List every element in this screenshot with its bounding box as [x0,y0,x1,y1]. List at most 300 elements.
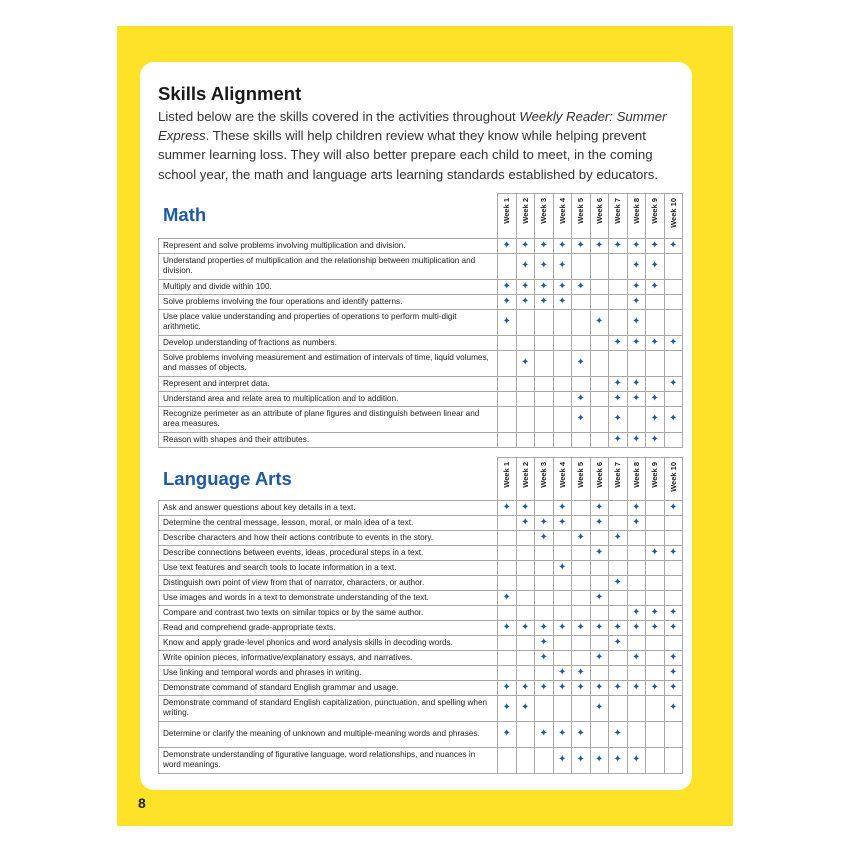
week-column-header [498,194,517,239]
empty-cell [664,391,683,406]
empty-cell [572,605,591,620]
skill-description: Determine or clarify the meaning of unknown and multiple-meaning words and phrases. [159,721,498,747]
skill-description: Reason with shapes and their attributes. [159,432,498,447]
skill-description: Understand properties of multiplication and the relationship between multiplication and division. [159,253,498,279]
skill-description: Read and comprehend grade-appropriate texts. [159,620,498,635]
week-label: Week 4 [557,198,567,224]
empty-cell [535,350,554,376]
empty-cell [627,665,646,680]
empty-cell [572,294,591,309]
page-title: Skills Alignment [158,83,302,104]
empty-cell [498,665,517,680]
skill-row [159,406,683,432]
empty-cell [572,335,591,350]
empty-cell [516,605,535,620]
empty-cell [498,432,517,447]
empty-cell [553,335,572,350]
skill-mark-diamond-star-icon: ✦ [646,680,665,695]
empty-cell [572,590,591,605]
empty-cell [590,605,609,620]
skill-mark-diamond-star-icon: ✦ [535,253,554,279]
empty-cell [535,590,554,605]
skill-mark-diamond-star-icon: ✦ [590,620,609,635]
week-column-header [646,458,665,501]
empty-cell [646,590,665,605]
empty-cell [572,309,591,335]
skill-mark-diamond-star-icon: ✦ [553,665,572,680]
skill-mark-diamond-star-icon: ✦ [498,500,517,515]
empty-cell [535,432,554,447]
empty-cell [664,350,683,376]
empty-cell [590,560,609,575]
skill-mark-diamond-star-icon: ✦ [590,238,609,253]
skill-mark-diamond-star-icon: ✦ [590,515,609,530]
empty-cell [516,635,535,650]
empty-cell [535,560,554,575]
skill-description: Represent and solve problems involving multiplication and division. [159,238,498,253]
skill-mark-diamond-star-icon: ✦ [572,350,591,376]
skill-mark-diamond-star-icon: ✦ [516,279,535,294]
skill-row [159,279,683,294]
skill-mark-diamond-star-icon: ✦ [516,500,535,515]
header-spacer [159,458,498,501]
skill-mark-diamond-star-icon: ✦ [498,309,517,335]
empty-cell [535,309,554,335]
skill-description: Understand area and relate area to multiplication and to addition. [159,391,498,406]
empty-cell [646,350,665,376]
empty-cell [516,391,535,406]
skill-mark-diamond-star-icon: ✦ [535,680,554,695]
skill-mark-diamond-star-icon: ✦ [553,238,572,253]
empty-cell [664,309,683,335]
skill-row [159,635,683,650]
empty-cell [516,590,535,605]
skill-mark-diamond-star-icon: ✦ [590,545,609,560]
empty-cell [590,406,609,432]
skill-mark-diamond-star-icon: ✦ [627,620,646,635]
empty-cell [516,665,535,680]
empty-cell [609,309,628,335]
empty-cell [646,695,665,721]
empty-cell [664,279,683,294]
week-label: Week 9 [650,198,660,224]
week-column-header [664,194,683,239]
skill-mark-diamond-star-icon: ✦ [553,747,572,773]
skill-mark-diamond-star-icon: ✦ [627,253,646,279]
skill-mark-diamond-star-icon: ✦ [516,515,535,530]
skill-row [159,238,683,253]
skill-row [159,350,683,376]
empty-cell [590,635,609,650]
empty-cell [535,545,554,560]
skill-row [159,500,683,515]
week-column-header [590,458,609,501]
skill-mark-diamond-star-icon: ✦ [535,650,554,665]
empty-cell [627,575,646,590]
empty-cell [535,575,554,590]
week-label: Week 2 [520,462,530,488]
empty-cell [646,530,665,545]
empty-cell [535,605,554,620]
empty-cell [535,695,554,721]
week-column-header [535,458,554,501]
skill-mark-diamond-star-icon: ✦ [664,650,683,665]
skill-mark-diamond-star-icon: ✦ [590,695,609,721]
empty-cell [572,635,591,650]
skill-mark-diamond-star-icon: ✦ [664,500,683,515]
skill-mark-diamond-star-icon: ✦ [590,747,609,773]
empty-cell [590,530,609,545]
empty-cell [572,695,591,721]
skill-mark-diamond-star-icon: ✦ [627,335,646,350]
empty-cell [498,560,517,575]
skill-mark-diamond-star-icon: ✦ [535,515,554,530]
empty-cell [609,253,628,279]
skill-mark-diamond-star-icon: ✦ [627,391,646,406]
skill-mark-diamond-star-icon: ✦ [590,309,609,335]
intro-paragraph [158,107,678,184]
empty-cell [646,500,665,515]
skill-mark-diamond-star-icon: ✦ [609,406,628,432]
skill-mark-diamond-star-icon: ✦ [498,294,517,309]
skill-mark-diamond-star-icon: ✦ [664,238,683,253]
week-column-header [572,194,591,239]
empty-cell [572,545,591,560]
week-column-header [516,194,535,239]
empty-cell [498,253,517,279]
skill-description: Use text features and search tools to locate information in a text. [159,560,498,575]
skill-mark-diamond-star-icon: ✦ [553,680,572,695]
skill-row [159,335,683,350]
skill-row [159,376,683,391]
week-column-header [516,458,535,501]
skill-mark-diamond-star-icon: ✦ [498,721,517,747]
empty-cell [590,376,609,391]
week-label: Week 7 [613,462,623,488]
skill-row [159,665,683,680]
skill-mark-diamond-star-icon: ✦ [553,253,572,279]
empty-cell [627,560,646,575]
skill-mark-diamond-star-icon: ✦ [590,500,609,515]
empty-cell [572,376,591,391]
week-label: Week 6 [594,198,604,224]
skill-mark-diamond-star-icon: ✦ [535,721,554,747]
empty-cell [516,650,535,665]
empty-cell [535,500,554,515]
empty-cell [553,545,572,560]
week-label: Week 2 [520,198,530,224]
book-title: Weekly Reader: Summer Express [158,109,667,144]
empty-cell [627,695,646,721]
skill-mark-diamond-star-icon: ✦ [535,620,554,635]
empty-cell [535,665,554,680]
empty-cell [572,515,591,530]
skill-mark-diamond-star-icon: ✦ [572,406,591,432]
empty-cell [646,747,665,773]
intro-text-start: Listed below are the skills covered in the activities throughout [158,109,520,124]
empty-cell [664,747,683,773]
skill-mark-diamond-star-icon: ✦ [572,665,591,680]
skill-mark-diamond-star-icon: ✦ [609,432,628,447]
skill-mark-diamond-star-icon: ✦ [646,545,665,560]
empty-cell [553,376,572,391]
skill-mark-diamond-star-icon: ✦ [664,335,683,350]
skill-mark-diamond-star-icon: ✦ [535,238,554,253]
skill-mark-diamond-star-icon: ✦ [498,590,517,605]
skill-mark-diamond-star-icon: ✦ [516,680,535,695]
skill-mark-diamond-star-icon: ✦ [609,238,628,253]
skill-description: Describe connections between events, ideas, procedural steps in a text. [159,545,498,560]
empty-cell [627,406,646,432]
empty-cell [572,500,591,515]
skill-mark-diamond-star-icon: ✦ [516,253,535,279]
empty-cell [664,575,683,590]
skill-mark-diamond-star-icon: ✦ [609,680,628,695]
empty-cell [516,376,535,391]
empty-cell [609,279,628,294]
skill-row [159,721,683,747]
skill-mark-diamond-star-icon: ✦ [590,680,609,695]
empty-cell [609,605,628,620]
skill-mark-diamond-star-icon: ✦ [627,680,646,695]
skill-mark-diamond-star-icon: ✦ [572,620,591,635]
skill-row [159,253,683,279]
skill-row [159,650,683,665]
skill-mark-diamond-star-icon: ✦ [553,620,572,635]
skill-mark-diamond-star-icon: ✦ [664,376,683,391]
skill-mark-diamond-star-icon: ✦ [590,590,609,605]
skill-description: Recognize perimeter as an attribute of plane figures and distinguish between linear and area measures. [159,406,498,432]
skill-mark-diamond-star-icon: ✦ [572,747,591,773]
skill-mark-diamond-star-icon: ✦ [572,721,591,747]
skill-mark-diamond-star-icon: ✦ [516,294,535,309]
skill-description: Describe characters and how their actions contribute to events in the story. [159,530,498,545]
empty-cell [627,545,646,560]
skill-row [159,605,683,620]
week-column-header [627,458,646,501]
empty-cell [627,590,646,605]
week-label: Week 5 [576,462,586,488]
empty-cell [516,575,535,590]
week-column-header [664,458,683,501]
empty-cell [535,335,554,350]
empty-cell [646,575,665,590]
week-label: Week 5 [576,198,586,224]
skill-mark-diamond-star-icon: ✦ [572,391,591,406]
skill-mark-diamond-star-icon: ✦ [627,294,646,309]
empty-cell [627,530,646,545]
empty-cell [535,376,554,391]
empty-cell [498,747,517,773]
empty-cell [516,432,535,447]
math-section-title: Math [163,204,207,225]
skill-row [159,294,683,309]
skill-mark-diamond-star-icon: ✦ [664,605,683,620]
empty-cell [590,294,609,309]
skill-mark-diamond-star-icon: ✦ [553,515,572,530]
empty-cell [498,391,517,406]
empty-cell [664,721,683,747]
empty-cell [553,650,572,665]
intro-text-end: . These skills will help children review what they know while helping prevent summer learning loss. They will also better prepare each child to meet, in the coming school year, the math and language arts learning standards established by educators. [158,128,658,182]
empty-cell [498,650,517,665]
skill-mark-diamond-star-icon: ✦ [572,238,591,253]
skill-mark-diamond-star-icon: ✦ [646,253,665,279]
skill-mark-diamond-star-icon: ✦ [627,747,646,773]
empty-cell [535,747,554,773]
math-skills-table [158,193,683,448]
language-arts-section-title: Language Arts [163,468,292,489]
skill-description: Demonstrate command of standard English grammar and usage. [159,680,498,695]
empty-cell [572,432,591,447]
empty-cell [664,590,683,605]
skill-mark-diamond-star-icon: ✦ [627,432,646,447]
skill-row [159,391,683,406]
skill-description: Use linking and temporal words and phrases in writing. [159,665,498,680]
empty-cell [590,665,609,680]
empty-cell [516,721,535,747]
empty-cell [627,721,646,747]
skill-mark-diamond-star-icon: ✦ [609,635,628,650]
empty-cell [609,650,628,665]
week-column-header [627,194,646,239]
skill-description: Solve problems involving measurement and estimation of intervals of time, liquid volumes, and masses of objects. [159,350,498,376]
week-column-header [609,194,628,239]
empty-cell [609,500,628,515]
empty-cell [664,515,683,530]
week-label: Week 6 [594,462,604,488]
skill-row [159,695,683,721]
empty-cell [590,432,609,447]
empty-cell [609,515,628,530]
empty-cell [609,695,628,721]
empty-cell [646,515,665,530]
skill-description: Multiply and divide within 100. [159,279,498,294]
skill-mark-diamond-star-icon: ✦ [516,238,535,253]
skill-mark-diamond-star-icon: ✦ [516,620,535,635]
week-label: Week 3 [539,462,549,488]
skill-mark-diamond-star-icon: ✦ [498,279,517,294]
week-column-header [535,194,554,239]
skill-description: Compare and contrast two texts on similar topics or by the same author. [159,605,498,620]
week-column-header [572,458,591,501]
empty-cell [553,406,572,432]
empty-cell [646,294,665,309]
skill-description: Demonstrate command of standard English capitalization, punctuation, and spelling when writing. [159,695,498,721]
empty-cell [516,406,535,432]
skill-mark-diamond-star-icon: ✦ [553,279,572,294]
skill-row [159,309,683,335]
empty-cell [498,406,517,432]
skill-mark-diamond-star-icon: ✦ [627,309,646,335]
skill-mark-diamond-star-icon: ✦ [590,650,609,665]
empty-cell [516,560,535,575]
skill-mark-diamond-star-icon: ✦ [664,665,683,680]
empty-cell [553,391,572,406]
empty-cell [590,721,609,747]
week-label: Week 8 [631,198,641,224]
skill-mark-diamond-star-icon: ✦ [646,620,665,635]
week-label: Week 7 [613,198,623,224]
week-column-header [498,458,517,501]
week-header-row [159,194,683,239]
empty-cell [590,350,609,376]
skill-description: Distinguish own point of view from that of narrator, characters, or author. [159,575,498,590]
skill-description: Demonstrate understanding of figurative language, word relationships, and nuances in word meanings. [159,747,498,773]
skill-mark-diamond-star-icon: ✦ [553,294,572,309]
week-column-header [609,458,628,501]
empty-cell [553,635,572,650]
skill-mark-diamond-star-icon: ✦ [609,721,628,747]
empty-cell [609,560,628,575]
language-arts-skills-table [158,457,683,774]
empty-cell [646,635,665,650]
empty-cell [609,665,628,680]
skill-row [159,620,683,635]
skill-description: Write opinion pieces, informative/explanatory essays, and narratives. [159,650,498,665]
week-column-header [590,194,609,239]
skill-description: Represent and interpret data. [159,376,498,391]
empty-cell [553,575,572,590]
skill-mark-diamond-star-icon: ✦ [498,620,517,635]
empty-cell [553,605,572,620]
skill-mark-diamond-star-icon: ✦ [664,406,683,432]
skill-description: Develop understanding of fractions as numbers. [159,335,498,350]
week-column-header [553,194,572,239]
skill-description: Solve problems involving the four operations and identify patterns. [159,294,498,309]
skill-mark-diamond-star-icon: ✦ [535,279,554,294]
empty-cell [609,294,628,309]
empty-cell [498,515,517,530]
page-number: 8 [138,795,146,811]
skill-mark-diamond-star-icon: ✦ [627,238,646,253]
skill-description: Use place value understanding and properties of operations to perform multi-digit arithmetic. [159,309,498,335]
empty-cell [646,376,665,391]
skill-mark-diamond-star-icon: ✦ [646,432,665,447]
skill-mark-diamond-star-icon: ✦ [646,605,665,620]
skill-mark-diamond-star-icon: ✦ [535,530,554,545]
empty-cell [498,575,517,590]
skill-description: Use images and words in a text to demonstrate understanding of the text. [159,590,498,605]
skill-row [159,432,683,447]
week-label: Week 9 [650,462,660,488]
skill-mark-diamond-star-icon: ✦ [535,294,554,309]
week-label: Week 10 [668,198,678,228]
skill-row [159,530,683,545]
header-spacer [159,194,498,239]
empty-cell [590,279,609,294]
skill-description: Ask and answer questions about key details in a text. [159,500,498,515]
empty-cell [498,605,517,620]
skill-mark-diamond-star-icon: ✦ [664,545,683,560]
empty-cell [553,350,572,376]
skill-row [159,747,683,773]
skill-mark-diamond-star-icon: ✦ [664,680,683,695]
empty-cell [646,560,665,575]
skill-mark-diamond-star-icon: ✦ [609,530,628,545]
week-label: Week 3 [539,198,549,224]
empty-cell [498,635,517,650]
skill-mark-diamond-star-icon: ✦ [664,620,683,635]
empty-cell [572,253,591,279]
empty-cell [516,309,535,335]
skill-description: Know and apply grade-level phonics and word analysis skills in decoding words. [159,635,498,650]
empty-cell [609,350,628,376]
skill-mark-diamond-star-icon: ✦ [498,238,517,253]
week-column-header [553,458,572,501]
skill-mark-diamond-star-icon: ✦ [572,530,591,545]
empty-cell [646,721,665,747]
